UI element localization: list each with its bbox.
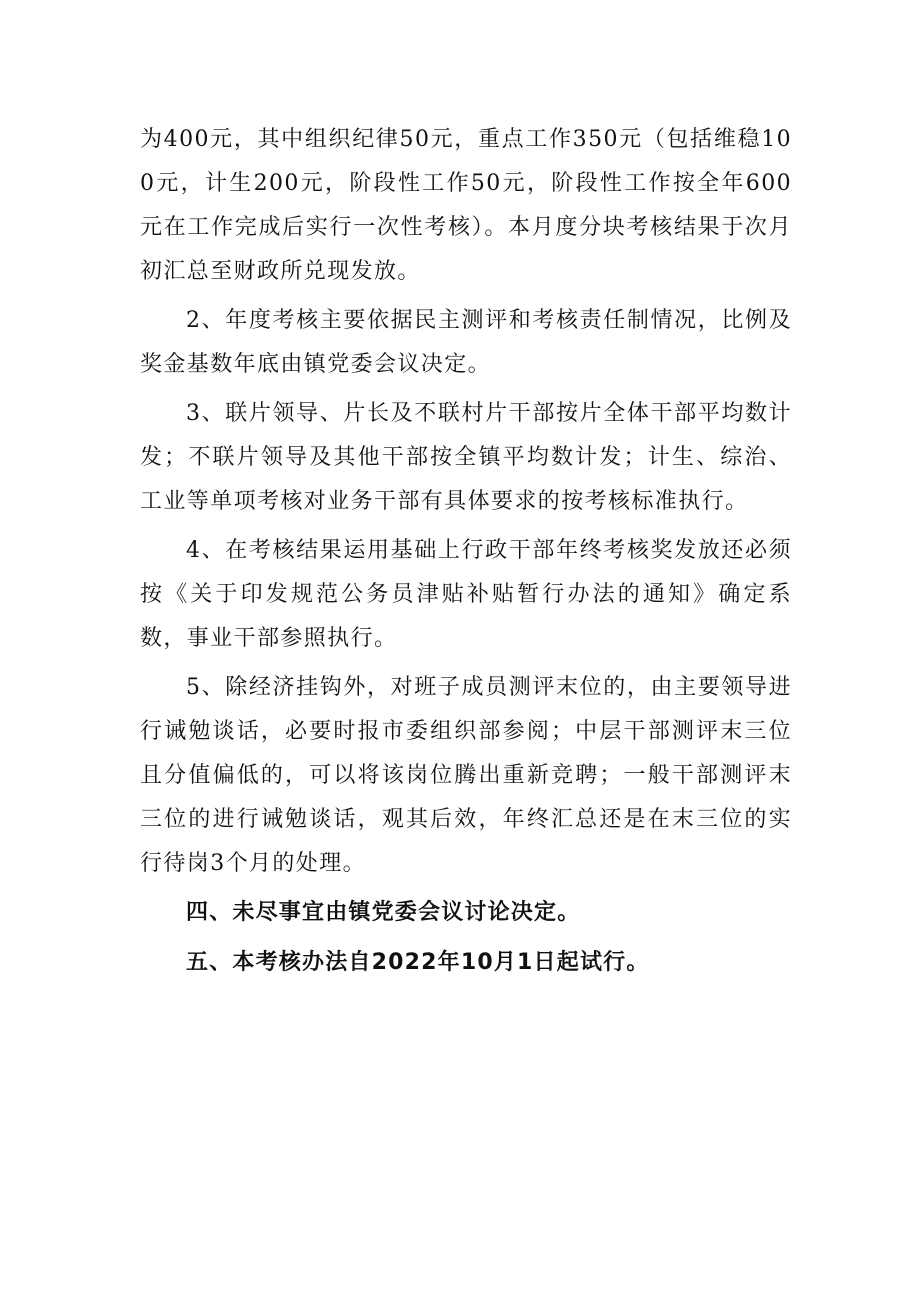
paragraph-item-2: 2、年度考核主要依据民主测评和考核责任制情况，比例及奖金基数年底由镇党委会议决定。 xyxy=(140,308,792,377)
paragraph-continued: 为400元，其中组织纪律50元，重点工作350元（包括维稳100元，计生200元，阶段性工作50元，阶段性工作按全年600元在工作完成后实行一次性考核）。本月度分块考核结果于次月初汇总至财政所兑现发放。 xyxy=(140,127,792,284)
section-heading-4: 四、未尽事宜由镇党委会议讨论决定。 xyxy=(186,900,581,925)
paragraph-item-5: 5、除经济挂钩外，对班子成员测评末位的，由主要领导进行诫勉谈话，必要时报市委组织部参阅；中层干部测评末三位且分值偏低的，可以将该岗位腾出重新竞聘；一般干部测评末三位的进行诫勉谈话，观其后效，年终汇总还是在末三位的实行待岗3个月的处理。 xyxy=(140,675,792,876)
document-body xyxy=(140,118,792,986)
paragraph-item-4: 4、在考核结果运用基础上行政干部年终考核奖发放还必须按《关于印发规范公务员津贴补贴暂行办法的通知》确定系数，事业干部参照执行。 xyxy=(140,538,792,651)
section-heading-5: 五、本考核办法自2022年10月1日起试行。 xyxy=(186,950,650,975)
paragraph-item-3: 3、联片领导、片长及不联村片干部按片全体干部平均数计发；不联片领导及其他干部按全镇平均数计发；计生、综治、工业等单项考核对业务干部有具体要求的按考核标准执行。 xyxy=(140,401,792,514)
